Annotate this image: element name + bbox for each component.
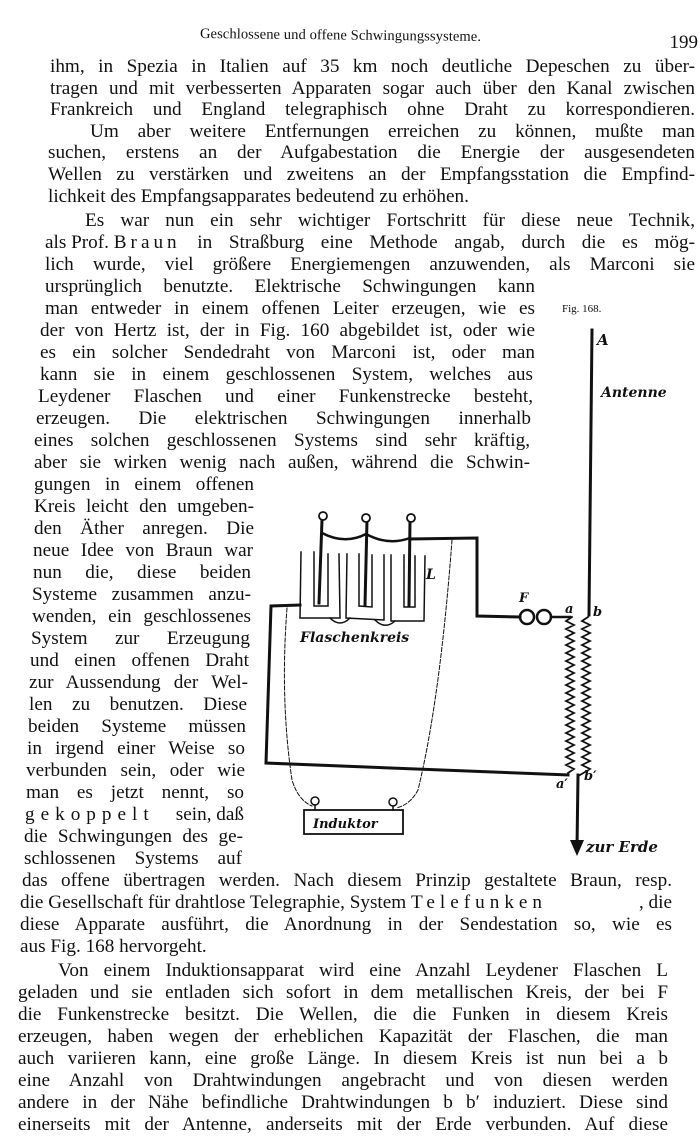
label-a-prime: a′: [556, 777, 568, 792]
text-line: diese Apparate ausführt, die Anordnung in der Sendestation so, wie es: [20, 914, 672, 935]
text-line: zur Aussendung der Wel-: [29, 672, 248, 693]
label-circuit: Flaschenkreis: [300, 630, 410, 646]
text-line: System zur Erzeugung: [31, 628, 250, 649]
text-line: len zu benutzen. Diese: [29, 694, 247, 715]
primary-coil: [566, 617, 574, 773]
running-title: Geschlossene und offene Schwingungssysteme.: [199, 26, 482, 45]
text-line: nun die, diese beiden: [33, 562, 251, 583]
text-fragment: die Gesellschaft für drahtlose Telegraphie, System: [20, 892, 411, 913]
text-line: ihm, in Spezia in Italien auf 35 km noch deutliche Depeschen zu über-: [50, 56, 695, 77]
text-line: erzeugen, haben wegen der erheblichen Kapazität der Flaschen, die man: [18, 1026, 668, 1047]
text-line: die Funkenstrecke besitzt. Die Wellen, die die Funken in diesem Kreis: [18, 1004, 668, 1025]
text-line: geladen und sie entladen sich sofort in dem metallischen Kreis, der bei F: [18, 982, 668, 1003]
antenna-wire: [589, 330, 592, 615]
text-line: der von Hertz ist, der in Fig. 160 abgebildet ist, oder wie: [40, 320, 535, 341]
text-fragment: , die: [638, 892, 672, 913]
text-line: erzeugen. Die elektrischen Schwingungen innerhalb: [36, 408, 531, 429]
text-line: aus Fig. 168 hervorgeht.: [20, 936, 207, 957]
text-line: andere in der Nähe befindliche Drahtwindungen b b′ induziert. Diese sind: [18, 1092, 668, 1113]
text-line: es ein solcher Sendedraht von Marconi ist, oder man: [40, 342, 535, 363]
text-line: lich wurde, viel größere Energiemengen anzuwenden, als Marconi sie: [45, 254, 695, 275]
text-line: aber sie wirken wenig nach außen, während die Schwin-: [34, 452, 530, 473]
text-line: das offene übertragen werden. Nach diesem Prinzip gestaltete Braun, resp.: [22, 870, 672, 891]
text-line: Leydener Flaschen und einer Funkenstrecke besteht,: [38, 386, 533, 407]
text-line: Frankreich und England telegraphisch ohne Draht zu korrespondieren.: [50, 99, 695, 120]
text-line: suchen, erstens an der Aufgabestation die Energie der ausgesendeten: [48, 142, 695, 163]
ground-arrow-icon: [570, 840, 584, 856]
text-line: Wellen zu verstärken und zweitens an der Empfangsstation die Empfind-: [48, 164, 695, 185]
page-number: 199: [669, 32, 698, 53]
text-line: kann sie in einem geschlossenen System, welches aus: [40, 364, 533, 385]
text-line: neue Idee von Braun war: [33, 540, 253, 561]
emphasized-name: Braun: [113, 232, 181, 253]
text-line: Von einem Induktionsapparat wird eine Anzahl Leydener Flaschen L: [58, 960, 668, 981]
spark-gap-ball-left: [520, 610, 534, 624]
label-inductor: Induktor: [313, 817, 378, 832]
label-a: a: [565, 602, 574, 617]
text-line: einerseits mit der Antenne, anderseits mit der Erde verbunden. Auf diese: [18, 1114, 668, 1135]
text-line: und einen offenen Draht: [30, 650, 249, 671]
text-line: den Äther anregen. Die: [34, 518, 254, 539]
text-line: wenden, ein geschlossenes: [32, 606, 251, 627]
emphasized-brand: Telefunken: [411, 892, 548, 913]
text-line: Es war nun ein sehr wichtiger Fortschritt für diese neue Technik,: [85, 210, 695, 231]
text-line: Um aber weitere Entfernungen erreichen zu können, mußte man: [90, 121, 695, 142]
text-line: ursprünglich benutzte. Elektrische Schwingungen kann: [45, 276, 535, 297]
text-line: in irgend einer Weise so: [27, 738, 245, 759]
text-line: verbunden sein, oder wie: [26, 760, 245, 781]
label-spark-gap: F: [519, 591, 529, 606]
text-line: eine Anzahl von Drahtwindungen angebracht und von diesen werden: [18, 1070, 668, 1091]
text-fragment: als Prof.: [45, 232, 114, 253]
figure-caption: Fig. 168.: [562, 303, 602, 315]
emphasized-term: gekoppelt: [25, 804, 155, 825]
label-antenna: Antenne: [601, 385, 667, 401]
text-line: lichkeit des Empfangsapparates bedeutend zu erhöhen.: [48, 186, 469, 207]
text-line: beiden Systeme müssen: [28, 716, 246, 737]
text-line: man entweder in einem offenen Leiter erzeugen, wie es: [45, 298, 535, 319]
text-line: gungen in einem offenen: [34, 474, 254, 495]
text-fragment: in Straßburg eine Methode angab, durch die es mög-: [180, 232, 695, 253]
secondary-coil: [580, 617, 590, 775]
spark-gap-ball-right: [537, 610, 551, 624]
text-line: man es jetzt nennt, so: [26, 782, 244, 803]
label-b-prime: b′: [584, 769, 597, 784]
text-line: schlossenen Systems auf: [24, 848, 242, 869]
label-antenna-top: A: [597, 331, 609, 349]
text-line: tragen und mit verbesserten Apparaten sogar auch über den Kanal zwischen: [50, 78, 695, 99]
label-ground: zur Erde: [586, 838, 658, 856]
ground-wire: [577, 775, 578, 848]
label-b: b: [593, 605, 603, 620]
text-line: eines solchen geschlossenen Systems sind sehr kräftig,: [34, 430, 530, 451]
text-fragment: sein, daß: [170, 804, 244, 825]
text-line: auch variieren kann, eine große Länge. In diesem Kreis ist nun bei a b: [18, 1048, 668, 1069]
text-line: Systeme zusammen anzu-: [32, 584, 251, 605]
text-line: die Schwingungen des ge-: [24, 826, 243, 847]
text-line: Kreis leicht den umgeben-: [34, 496, 254, 517]
label-leyden-jars: L: [426, 567, 436, 583]
